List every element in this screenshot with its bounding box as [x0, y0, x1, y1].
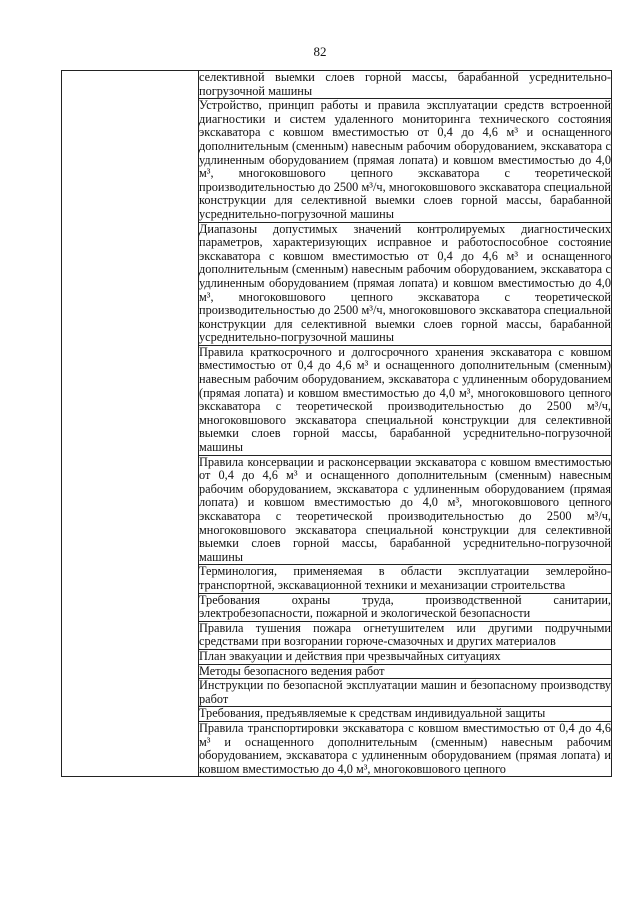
table-cell: Требования, предъявляемые к средствам индивидуальной защиты: [199, 707, 612, 722]
table-cell: Правила краткосрочного и долгосрочного хранения экскаватора с ковшом вместимостью от 0,4 до 4,6 м³ и оснащенного дополнительным (сменным) навесным рабочим оборудованием, экскаватора с удлиненным оборудованием (прямая лопата) и ковшом вместимостью до 4,0 м³, многоковшового цепного экскаватора с теоретической производительностью до 2500 м³/ч, многоковшового экскаватора специальной конструкции для селективной выемки слоев горной массы, барабанной усреднительно-погрузочной машины: [199, 344, 611, 455]
table-cell: Диапазоны допустимых значений контролируемых диагностических параметров, характеризующих исправное и работоспособное состояние экскаватора с ковшом вместимостью от 0,4 до 4,6 м³ и оснащенного дополнительным (сменным) навесным рабочим оборудованием, экскаватора с удлиненным оборудованием (прямая лопата) и ковшом вместимостью до 4,0 м³, многоковшового цепного экскаватора с теоретической производительностью до 2500 м³/ч, многоковшового экскаватора специальной конструкции для селективной выемки слоев горной массы, барабанной усреднительно-погрузочной машины: [199, 221, 611, 345]
page-number: 82: [313, 44, 327, 59]
table-cell: селективной выемки слоев горной массы, барабанной усреднительно-погрузочной машины: [199, 70, 611, 98]
table-left-cell: [62, 71, 199, 777]
table-cell: Инструкции по безопасной эксплуатации машин и безопасному производству работ: [199, 678, 611, 706]
table-cell: Правила транспортировки экскаватора с ковшом вместимостью от 0,4 до 4,6 м³ и оснащенного дополнительным (сменным) навесным рабочим оборудованием, экскаватора с удлиненным оборудованием (прямая лопата) и ковшом вместимостью до 4,0 м³, многоковшового цепного: [199, 720, 611, 776]
table-cell: Правила консервации и расконсервации экскаватора с ковшом вместимостью от 0,4 до 4,6 м³ и оснащенного дополнительным (сменным) навесным рабочим оборудованием, экскаватора с удлиненным оборудованием (прямая лопата) и ковшом вместимостью до 4,0 м³, многоковшового цепного экскаватора с теоретической производительностью до 2500 м³/ч, многоковшового экскаватора специальной конструкции для селективной выемки слоев горной массы, барабанной усреднительно-погрузочной машины: [199, 454, 611, 564]
table-cell: План эвакуации и действия при чрезвычайных ситуациях: [199, 649, 612, 664]
table-cell: Правила тушения пожара огнетушителем или другими подручными средствами при возгорании горюче-смазочных и других материалов: [199, 620, 611, 649]
table-cell: Методы безопасного ведения работ: [199, 664, 612, 679]
table-cell: Требования охраны труда, производственной санитарии, электробезопасности, пожарной и экологической безопасности: [199, 592, 611, 621]
table-cell: Терминология, применяемая в области эксплуатации землеройно-транспортной, экскавационной техники и механизации строительства: [199, 564, 611, 592]
knowledge-table: [61, 70, 612, 777]
table-row: [62, 71, 612, 99]
table-cell: Устройство, принцип работы и правила эксплуатации средств встроенной диагностики и систем удаленного мониторинга технического состояния экскаватора с ковшом вместимостью от 0,4 до 4,6 м³ и оснащенного дополнительным (сменным) навесным рабочим оборудованием, экскаватора с удлиненным оборудованием (прямая лопата) и ковшом вместимостью до 4,0 м³, многоковшового цепного экскаватора с теоретической производительностью до 2500 м³/ч, многоковшового экскаватора специальной конструкции для селективной выемки слоев горной массы, барабанной усреднительно-погрузочной машины: [199, 98, 611, 221]
